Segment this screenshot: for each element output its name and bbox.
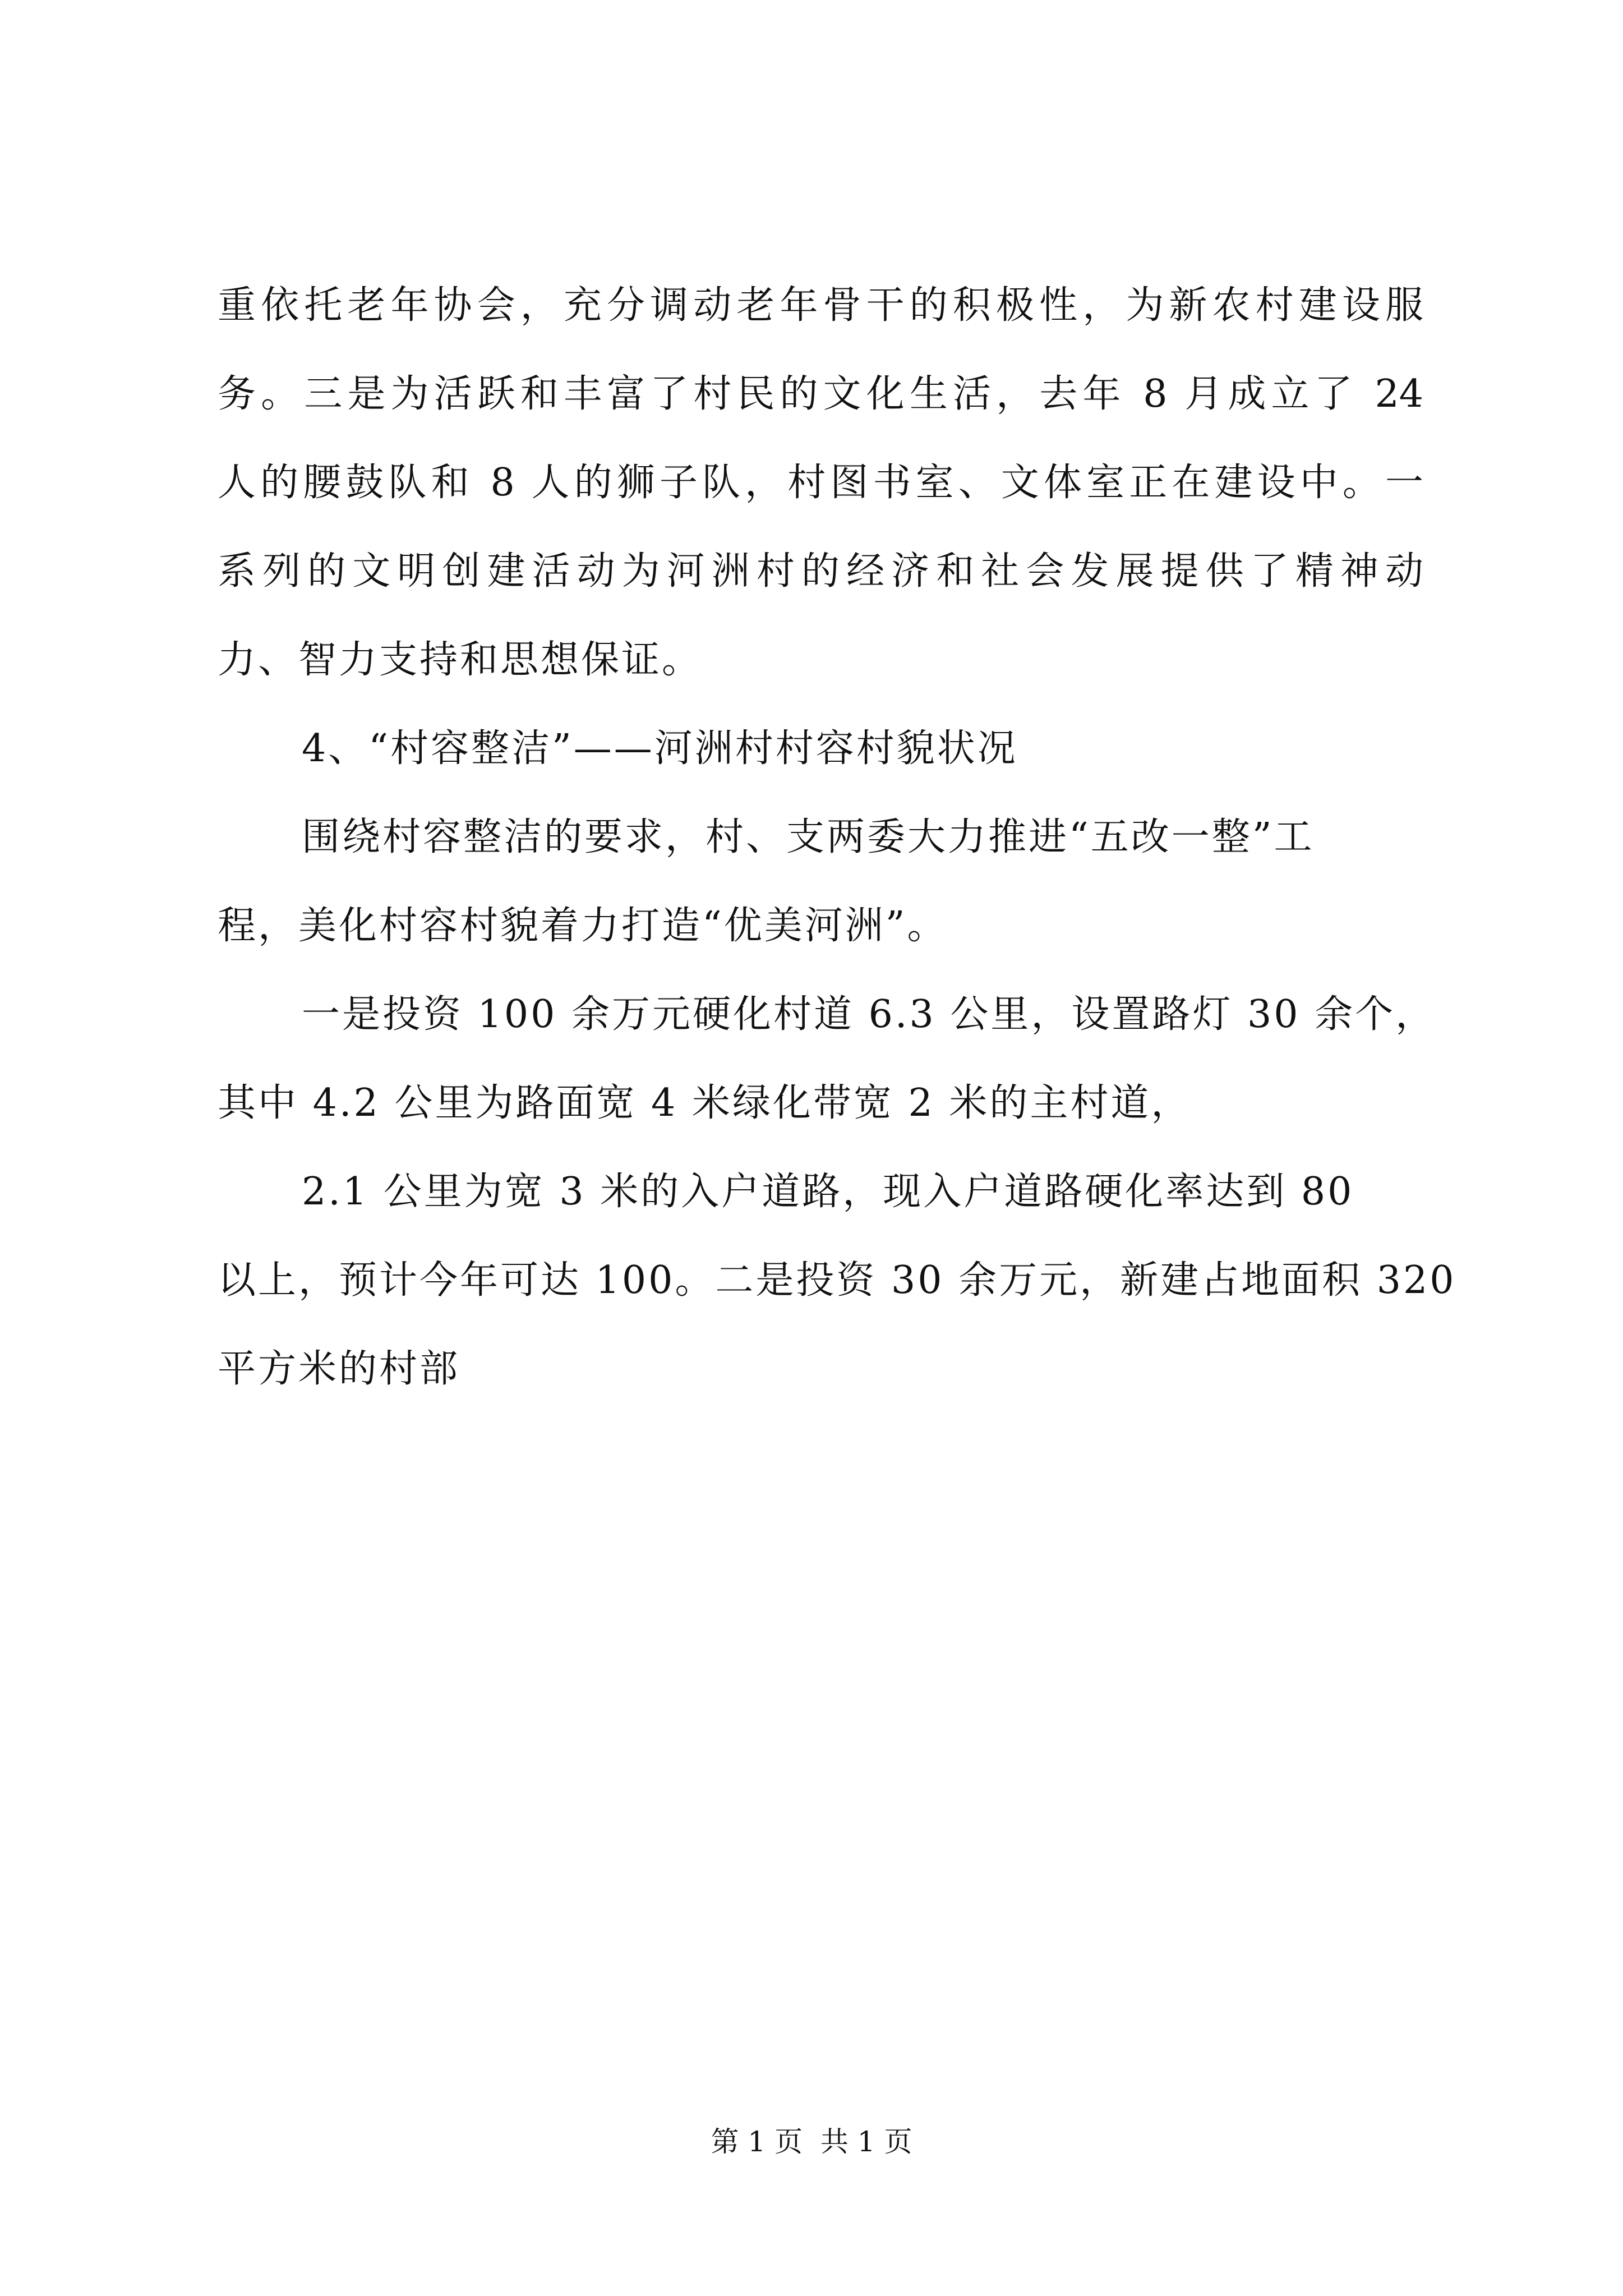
text-line-9: 一是投资 100 余万元硬化村道 6.3 公里，设置路灯 30 余个， [302,992,1436,1037]
document-body [218,283,1456,1438]
text-line-4: 系列的文明创建活动为河洲村的经济和社会发展提供了精神动 [218,549,1423,593]
text-line-12: 以上，预计今年可达 100。二是投资 30 余万元，新建占地面积 320 [218,1258,1456,1303]
text-line-1: 重依托老年协会，充分调动老年骨干的积极性，为新农村建设服 [218,283,1423,328]
text-line-3: 人的腰鼓队和 8 人的狮子队，村图书室、文体室正在建设中。一 [218,461,1423,505]
text-line-11: 2.1 公里为宽 3 米的入户道路，现入户道路硬化率达到 80 [302,1170,1354,1214]
text-line-7: 围绕村容整洁的要求，村、支两委大力推进“五改一整”工 [302,815,1315,859]
page-number-footer: 第 1 页 共 1 页 [711,2125,912,2158]
text-line-5: 力、智力支持和思想保证。 [218,638,703,682]
text-line-10: 其中 4.2 公里为路面宽 4 米绿化带宽 2 米的主村道， [218,1081,1192,1125]
text-line-13: 平方米的村部 [218,1347,460,1391]
text-line-2: 务。三是为活跃和丰富了村民的文化生活，去年 8 月成立了 24 [218,372,1423,416]
section-heading: 4、“村容整洁”——河洲村村容村貌状况 [302,726,1018,771]
text-line-8: 程，美化村容村貌着力打造“优美河洲”。 [218,904,948,948]
